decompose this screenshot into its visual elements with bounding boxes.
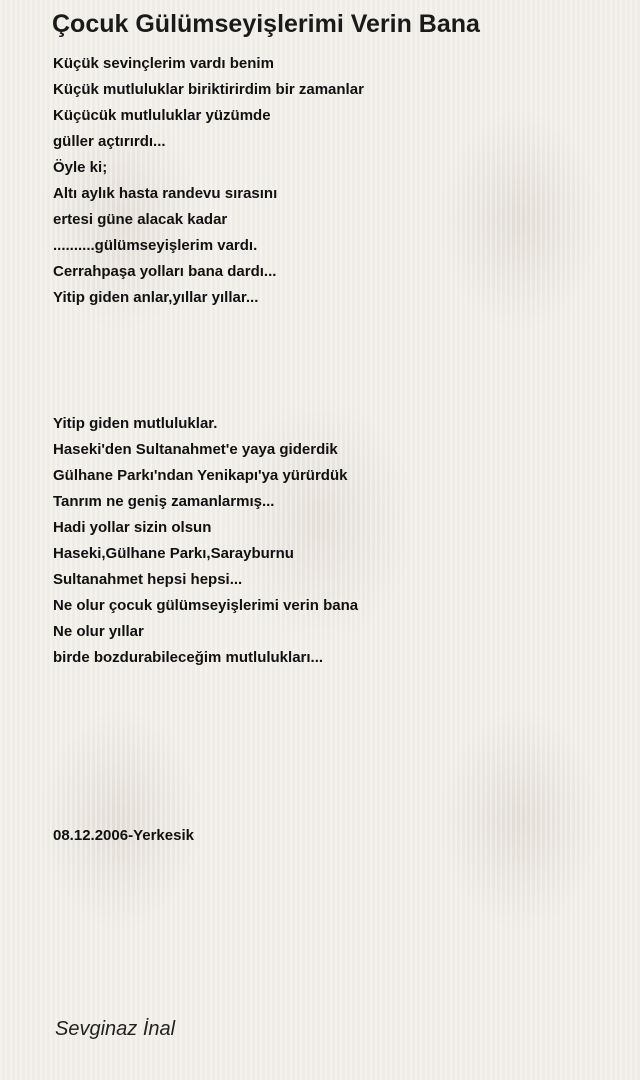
poem-line: Yitip giden mutluluklar. [53,415,218,432]
poem-stanza-1 [53,51,364,311]
poem-line: Altı aylık hasta randevu sırasını [53,185,278,202]
poem-line: Haseki,Gülhane Parkı,Sarayburnu [53,545,294,562]
poem-title: Çocuk Gülümseyişlerimi Verin Bana [52,10,480,38]
poem-line: ..........gülümseyişlerim vardı. [53,237,258,254]
poem-line: Yitip giden anlar,yıllar yıllar... [53,289,259,306]
poem-line: Küçük mutluluklar biriktirirdim bir zamanlar [53,81,364,98]
poem-line: Tanrım ne geniş zamanlarmış... [53,493,275,510]
poem-stanza-2 [53,411,358,671]
poem-line: Sultanahmet hepsi hepsi... [53,571,243,588]
poem-line: Cerrahpaşa yolları bana dardı... [53,263,277,280]
poem-line: birde bozdurabileceğim mutlulukları... [53,649,324,666]
poem-line: Gülhane Parkı'ndan Yenikapı'ya yürürdük [53,467,348,484]
poem-line: Haseki'den Sultanahmet'e yaya giderdik [53,441,338,458]
poem-line: Ne olur çocuk gülümseyişlerimi verin bana [53,597,359,614]
poem-line: Küçücük mutluluklar yüzümde [53,107,271,124]
poem-author: Sevginaz İnal [55,1018,176,1040]
poem-line: Küçük sevinçlerim vardı benim [53,55,274,72]
poem-line: ertesi güne alacak kadar [53,211,228,228]
poem-line: Hadi yollar sizin olsun [53,519,212,536]
poem-line: güller açtırırdı... [53,133,166,150]
poem-date-place: 08.12.2006-Yerkesik [53,827,194,844]
poem-line: Ne olur yıllar [53,623,144,640]
poem-line: Öyle ki; [53,159,108,176]
